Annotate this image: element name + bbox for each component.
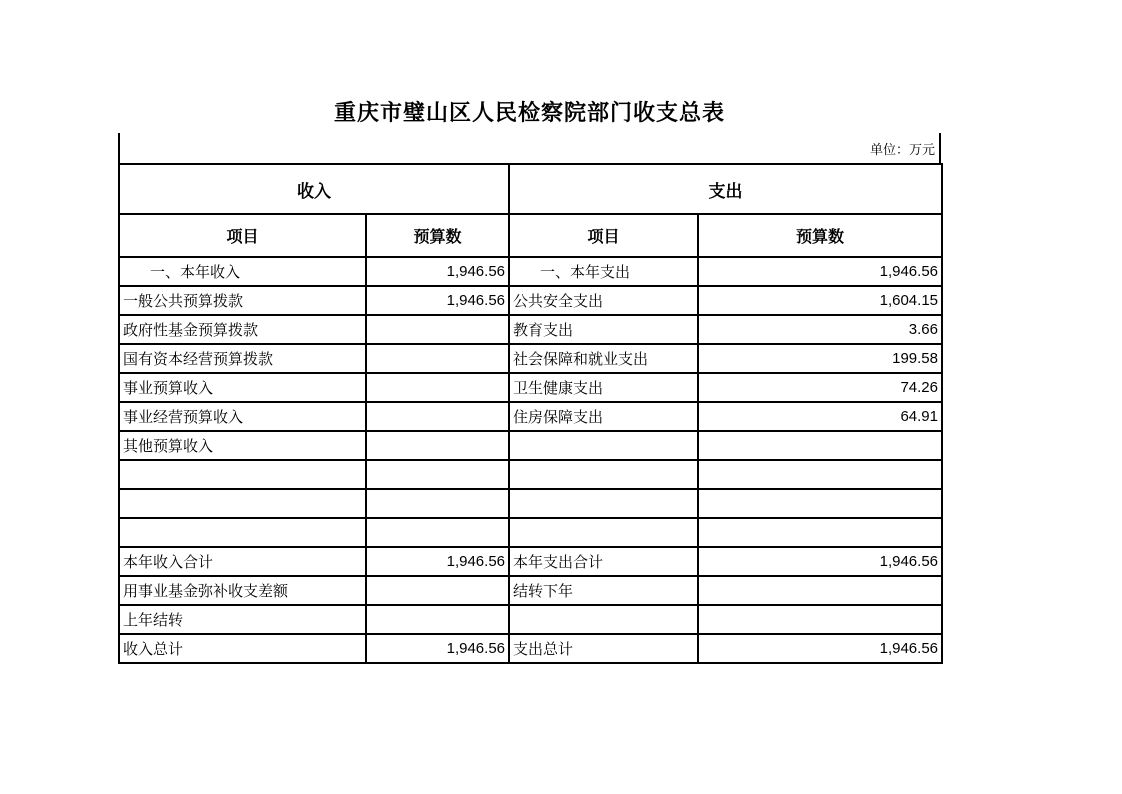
- income-item-cell: [119, 489, 366, 518]
- income-item-cell: 事业经营预算收入: [119, 402, 366, 431]
- expense-item-cell: 住房保障支出: [509, 402, 698, 431]
- expense-item-cell: [509, 431, 698, 460]
- column-header-income-budget: 预算数: [366, 214, 509, 257]
- income-budget-cell: [366, 402, 509, 431]
- table-row: [119, 547, 942, 576]
- unit-note: 单位：万元: [869, 141, 935, 157]
- table-row: [119, 344, 942, 373]
- expense-budget-cell: 3.66: [698, 315, 942, 344]
- section-header-income: 收入: [119, 164, 509, 214]
- expense-budget-cell: 199.58: [698, 344, 942, 373]
- income-item-cell: 用事业基金弥补收支差额: [119, 576, 366, 605]
- income-budget-cell: 1,946.56: [366, 634, 509, 663]
- budget-sheet: [118, 133, 941, 664]
- income-item-cell: 一、本年收入: [119, 257, 366, 286]
- income-budget-cell: [366, 605, 509, 634]
- expense-item-cell: 支出总计: [509, 634, 698, 663]
- table-row: [119, 257, 942, 286]
- table-row: [119, 315, 942, 344]
- expense-budget-cell: [698, 431, 942, 460]
- table-row: [119, 431, 942, 460]
- table-row: [119, 489, 942, 518]
- expense-budget-cell: 1,946.56: [698, 257, 942, 286]
- expense-item-cell: [509, 518, 698, 547]
- table-row: [119, 605, 942, 634]
- income-budget-cell: [366, 576, 509, 605]
- expense-item-cell: [509, 489, 698, 518]
- expense-budget-cell: 74.26: [698, 373, 942, 402]
- income-item-cell: 上年结转: [119, 605, 366, 634]
- income-budget-cell: [366, 489, 509, 518]
- section-header-expenditure: 支出: [509, 164, 942, 214]
- income-item-cell: 事业预算收入: [119, 373, 366, 402]
- table-row: [119, 576, 942, 605]
- expense-item-cell: 本年支出合计: [509, 547, 698, 576]
- income-budget-cell: [366, 373, 509, 402]
- expense-item-cell: [509, 460, 698, 489]
- expense-item-cell: 结转下年: [509, 576, 698, 605]
- income-item-cell: 一般公共预算拨款: [119, 286, 366, 315]
- income-budget-cell: [366, 315, 509, 344]
- expense-budget-cell: [698, 489, 942, 518]
- income-budget-cell: [366, 344, 509, 373]
- income-item-cell: 其他预算收入: [119, 431, 366, 460]
- income-budget-cell: [366, 460, 509, 489]
- expense-budget-cell: [698, 460, 942, 489]
- unit-note-row: [118, 133, 941, 163]
- expense-budget-cell: 64.91: [698, 402, 942, 431]
- table-row: [119, 402, 942, 431]
- income-item-cell: 收入总计: [119, 634, 366, 663]
- column-header-expense-budget: 预算数: [698, 214, 942, 257]
- page-title: 重庆市璧山区人民检察院部门收支总表: [333, 100, 725, 125]
- income-item-cell: 本年收入合计: [119, 547, 366, 576]
- expense-budget-cell: [698, 518, 942, 547]
- expense-budget-cell: 1,946.56: [698, 634, 942, 663]
- income-item-cell: 国有资本经营预算拨款: [119, 344, 366, 373]
- income-item-cell: [119, 518, 366, 547]
- section-header-row: [119, 164, 942, 214]
- table-row: [119, 460, 942, 489]
- expense-budget-cell: [698, 576, 942, 605]
- expense-item-cell: 卫生健康支出: [509, 373, 698, 402]
- income-item-cell: 政府性基金预算拨款: [119, 315, 366, 344]
- table-row: [119, 634, 942, 663]
- expense-item-cell: 教育支出: [509, 315, 698, 344]
- income-budget-cell: [366, 518, 509, 547]
- column-header-income-item: 项目: [119, 214, 366, 257]
- expense-item-cell: [509, 605, 698, 634]
- column-header-expense-item: 项目: [509, 214, 698, 257]
- column-header-row: [119, 214, 942, 257]
- budget-table: [118, 163, 943, 664]
- income-budget-cell: [366, 431, 509, 460]
- expense-item-cell: 一、本年支出: [509, 257, 698, 286]
- income-item-cell: [119, 460, 366, 489]
- expense-item-cell: 社会保障和就业支出: [509, 344, 698, 373]
- table-row: [119, 373, 942, 402]
- income-budget-cell: 1,946.56: [366, 286, 509, 315]
- expense-budget-cell: 1,946.56: [698, 547, 942, 576]
- expense-budget-cell: [698, 605, 942, 634]
- expense-budget-cell: 1,604.15: [698, 286, 942, 315]
- income-budget-cell: 1,946.56: [366, 257, 509, 286]
- income-budget-cell: 1,946.56: [366, 547, 509, 576]
- expense-item-cell: 公共安全支出: [509, 286, 698, 315]
- table-row: [119, 286, 942, 315]
- table-row: [119, 518, 942, 547]
